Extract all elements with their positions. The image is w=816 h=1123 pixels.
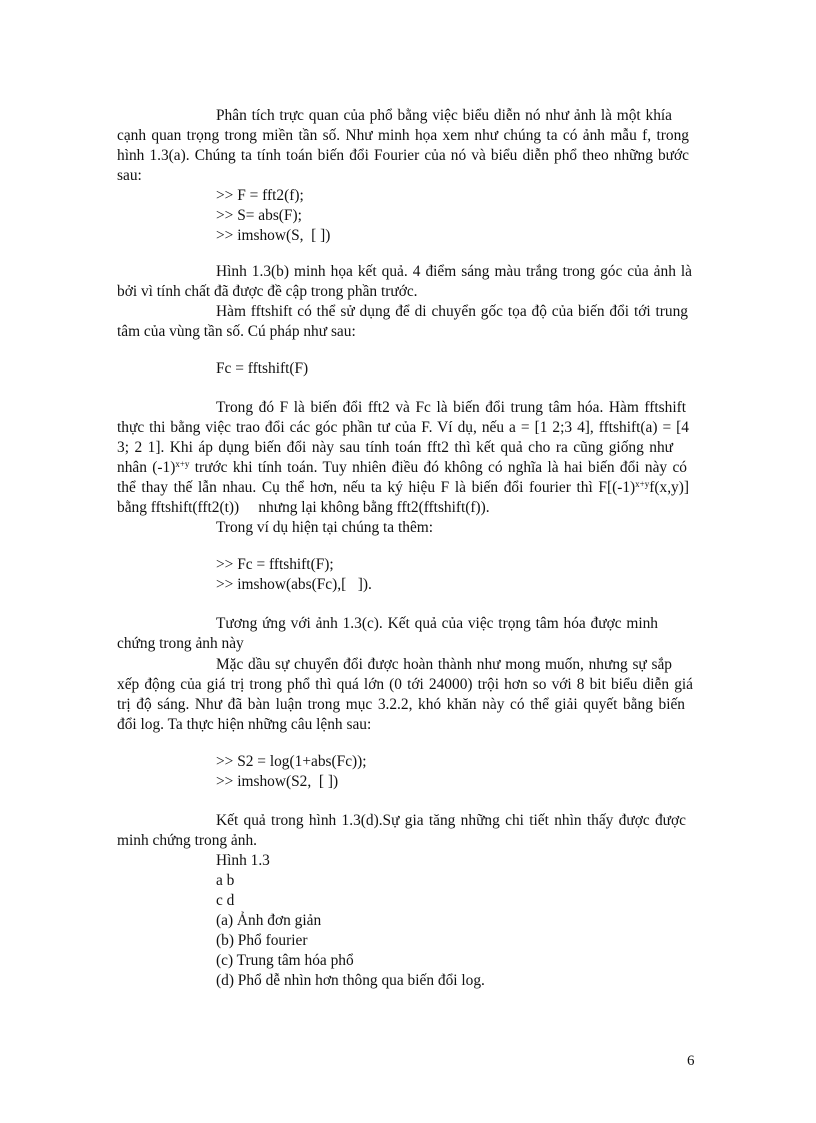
paragraph-3-line-2: tâm của vùng tần số. Cú pháp như sau: <box>117 323 356 340</box>
paragraph-4-line-5 <box>117 478 689 498</box>
code-line: >> imshow(S2, [ ]) <box>216 773 339 790</box>
figure-caption-item: (a) Ảnh đơn giản <box>216 912 322 929</box>
figure-caption-item: (d) Phổ dễ nhìn hơn thông qua biến đổi log. <box>216 972 485 989</box>
figure-caption-item: (c) Trung tâm hóa phổ <box>216 952 354 969</box>
paragraph-6-line-2: chứng trong ảnh này <box>117 635 244 652</box>
text-segment: nhân (-1) <box>117 459 176 476</box>
paragraph-1-line-4: sau: <box>117 167 142 184</box>
paragraph-1-line-2: cạnh quan trọng trong miền tần số. Như minh họa xem như chúng ta có ảnh mẫu f, trong <box>117 127 689 144</box>
paragraph-2-line-1: Hình 1.3(b) minh họa kết quả. 4 điểm sáng màu trắng trong góc của ảnh là <box>216 263 692 280</box>
figure-caption-title: Hình 1.3 <box>216 852 270 869</box>
paragraph-3-line-1: Hàm fftshift có thể sử dụng để di chuyển gốc tọa độ của biến đổi tới trung <box>216 303 688 320</box>
text-segment: f(x,y)] <box>649 479 689 496</box>
text-segment: thể thay thế lẫn nhau. Cụ thể hơn, nếu ta ký hiệu F là biến đổi fourier thì F[(-1) <box>117 479 636 496</box>
paragraph-4-line-3: 3; 2 1]. Khi áp dụng biến đổi này sau tính toán fft2 thì kết quả cho ra cũng giống như <box>117 439 673 456</box>
paragraph-7-line-2: xếp động của giá trị trong phổ thì quá lớn (0 tới 24000) trội hơn so với 8 bit biểu diễn giá <box>117 676 693 693</box>
code-line: >> imshow(S, [ ]) <box>216 227 331 244</box>
paragraph-7-line-1: Mặc dầu sự chuyển đổi được hoàn thành như mong muốn, nhưng sự sắp <box>216 656 672 673</box>
paragraph-2-line-2: bởi vì tính chất đã được đề cập trong phần trước. <box>117 283 418 300</box>
paragraph-4-line-4 <box>117 458 687 478</box>
paragraph-4-line-1: Trong đó F là biến đổi fft2 và Fc là biến đổi trung tâm hóa. Hàm fftshift <box>216 399 686 416</box>
syntax-line: Fc = fftshift(F) <box>216 360 309 377</box>
superscript: x+y <box>175 459 190 469</box>
figure-layout-row: c d <box>216 892 235 909</box>
page-number: 6 <box>687 1053 695 1069</box>
paragraph-7-line-4: đổi log. Ta thực hiện những câu lệnh sau: <box>117 716 372 733</box>
superscript: x+y <box>635 479 650 489</box>
figure-caption-item: (b) Phổ fourier <box>216 932 308 949</box>
paragraph-7-line-3: trị độ sáng. Như đã bàn luận trong mục 3.2.2, khó khăn này có thể giải quyết bằng biến <box>117 696 685 713</box>
paragraph-1-line-1: Phân tích trực quan của phổ bằng việc biểu diễn nó như ảnh là một khía <box>216 107 672 124</box>
paragraph-5-line-1: Trong ví dụ hiện tại chúng ta thêm: <box>216 519 434 536</box>
code-line: >> imshow(abs(Fc),[ ]). <box>216 576 372 593</box>
paragraph-1-line-3: hình 1.3(a). Chúng ta tính toán biến đổi Fourier của nó và biểu diễn phổ theo những bước <box>117 147 689 164</box>
paragraph-4-line-2: thực thi bằng việc trao đổi các góc phần tư của F. Ví dụ, nếu a = [1 2;3 4], fftshift(a) = [4 <box>117 419 689 436</box>
code-line: >> S= abs(F); <box>216 207 302 224</box>
text-segment: trước khi tính toán. Tuy nhiên điều đó không có nghĩa là hai biến đổi này có <box>189 459 687 476</box>
code-line: >> S2 = log(1+abs(Fc)); <box>216 753 367 770</box>
paragraph-8-line-1: Kết quả trong hình 1.3(d).Sự gia tăng những chi tiết nhìn thấy được được <box>216 812 686 829</box>
figure-layout-row: a b <box>216 872 235 889</box>
code-line: >> Fc = fftshift(F); <box>216 556 334 573</box>
paragraph-8-line-2: minh chứng trong ảnh. <box>117 832 257 849</box>
paragraph-6-line-1: Tương ứng với ảnh 1.3(c). Kết quả của việc trọng tâm hóa được minh <box>216 615 658 632</box>
code-line: >> F = fft2(f); <box>216 187 304 204</box>
paragraph-4-line-6: bằng fftshift(fft2(t)) nhưng lại không bằng fft2(fftshift(f)). <box>117 499 490 516</box>
